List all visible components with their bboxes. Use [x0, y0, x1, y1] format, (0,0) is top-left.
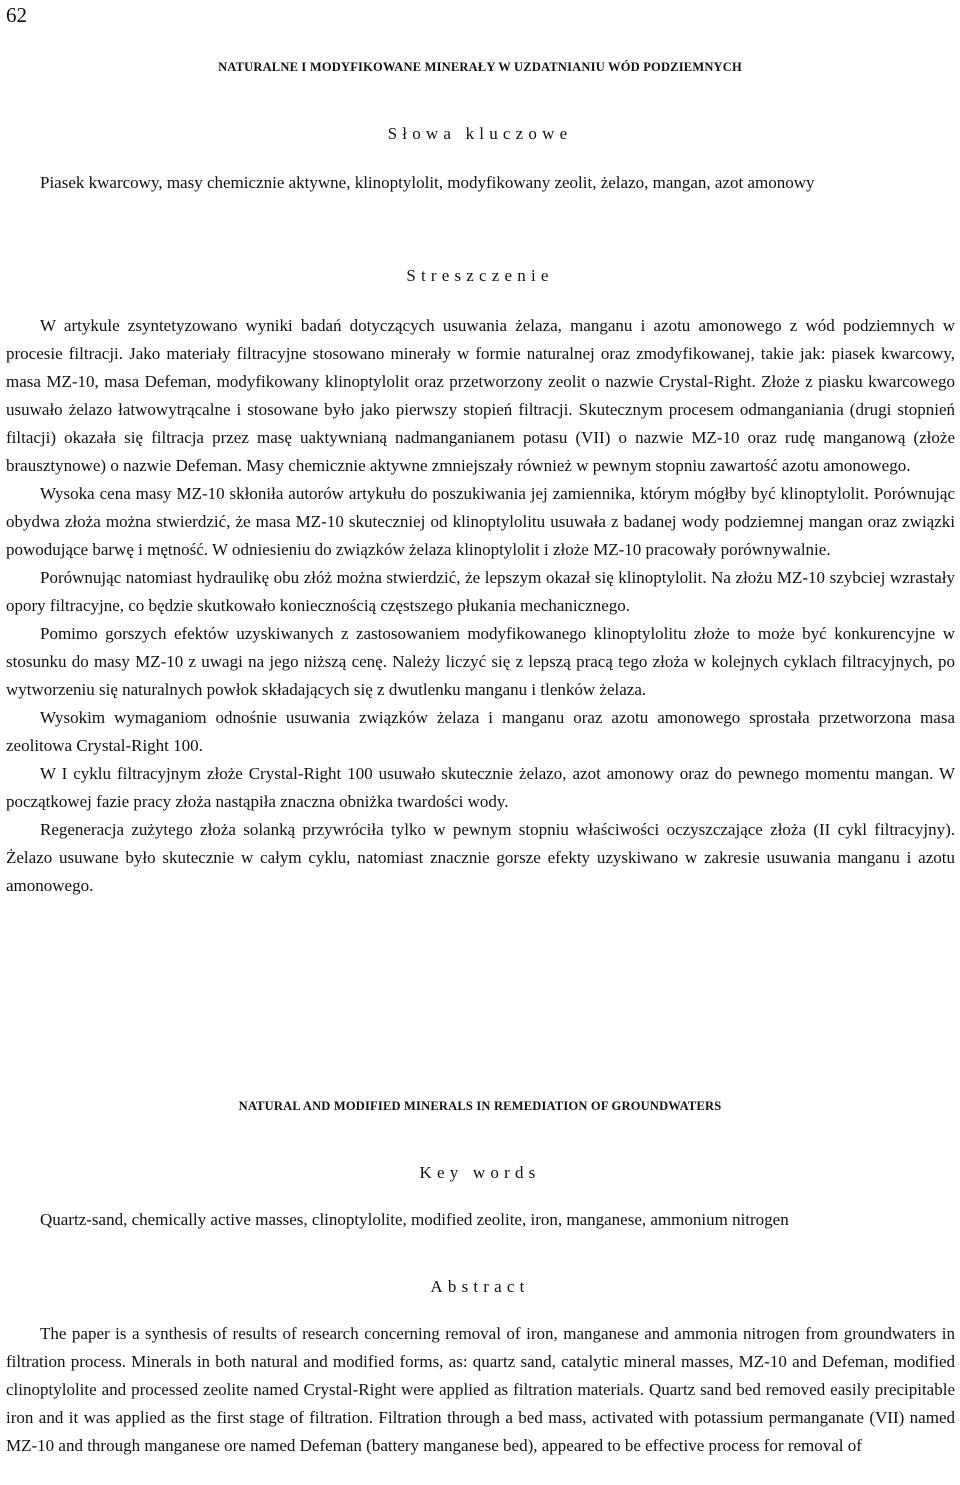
polish-paragraph: W I cyklu filtracyjnym złoże Crystal-Right 100 usuwało skutecznie żelazo, azot amonowy oraz do pewnego momentu mangan. W początkowej fazie pracy złoża nastąpiła znaczna obniżka twardości wody. — [6, 764, 955, 811]
polish-article-title: NATURALNE I MODYFIKOWANE MINERAŁY W UZDATNIANIU WÓD PODZIEMNYCH — [218, 60, 742, 74]
english-paragraph: The paper is a synthesis of results of research concerning removal of iron, manganese and ammonia nitrogen from groundwaters in filtration process. Minerals in both natural and modified forms, as: quartz sand, catalytic mineral masses, MZ-10 and Defeman, modified clinoptylolite and processed zeolite named Crystal-Right were applied as filtration materials. Quartz sand bed removed easily precipitable iron and it was applied as the first stage of filtration. Filtration through a bed mass, activated with potassium permanganate (VII) named MZ-10 and through manganese ore named Defeman (battery manganese bed), appeared to be effective process for removal of — [6, 1324, 955, 1455]
english-abstract-body — [6, 1320, 955, 1470]
polish-keywords-paragraph: Piasek kwarcowy, masy chemicznie aktywne, klinoptylolit, modyfikowany zeolit, żelazo, mangan, azot amonowy — [40, 173, 815, 192]
english-keywords-heading: Key words — [419, 1163, 541, 1182]
page-number: 62 — [6, 3, 27, 27]
polish-paragraph: Porównując natomiast hydraulikę obu złóż można stwierdzić, że lepszym okazał się klinoptylolit. Na złożu MZ-10 szybciej wzrastały opory filtracyjne, co będzie skutkowało koniecznością częstszego płukania mechanicznego. — [6, 568, 955, 615]
polish-paragraph: Wysoka cena masy MZ-10 skłoniła autorów artykułu do poszukiwania jej zamiennika, którym mógłby być klinoptylolit. Porównując obydwa złoża można stwierdzić, że masa MZ-10 skuteczniej od klinoptylolitu usuwała z badanej wody podziemnej mangan oraz związki powodujące barwę i mętność. W odniesieniu do związków żelaza klinoptylolit i złoże MZ-10 pracowały porównywalnie. — [6, 484, 955, 559]
polish-abstract-heading: Streszczenie — [406, 266, 554, 285]
polish-keywords-heading: Słowa kluczowe — [387, 124, 573, 143]
polish-abstract-body — [6, 312, 955, 900]
polish-paragraph: Pomimo gorszych efektów uzyskiwanych z zastosowaniem modyfikowanego klinoptylolitu złoże to może być konkurencyjne w stosunku do masy MZ-10 z uwagi na jego niższą cenę. Należy liczyć się z lepszą pracą tego złoża w kolejnych cyklach filtracyjnych, po wytworzeniu się naturalnych powłok składających się z dwutlenku manganu i tlenków żelaza. — [6, 624, 955, 699]
polish-paragraph: Wysokim wymaganiom odnośnie usuwania związków żelaza i manganu oraz azotu amonowego sprostała przetworzona masa zeolitowa Crystal-Right 100. — [6, 708, 955, 755]
english-article-title: NATURAL AND MODIFIED MINERALS IN REMEDIATION OF GROUNDWATERS — [238, 1099, 722, 1113]
polish-keywords-text — [6, 169, 955, 197]
polish-paragraph: Regeneracja zużytego złoża solanką przywróciła tylko w pewnym stopniu właściwości oczyszczające złoża (II cykl filtracyjny). Żelazo usuwane było skutecznie w całym cyklu, natomiast znacznie gorsze efekty uzyskiwano w zakresie usuwania manganu i azotu amonowego. — [6, 820, 955, 895]
english-keywords-text — [6, 1206, 955, 1234]
english-keywords-paragraph: Quartz-sand, chemically active masses, clinoptylolite, modified zeolite, iron, manganese, ammonium nitrogen — [40, 1210, 789, 1229]
polish-paragraph: W artykule zsyntetyzowano wyniki badań dotyczących usuwania żelaza, manganu i azotu amonowego z wód podziemnych w procesie filtracji. Jako materiały filtracyjne stosowano minerały w formie naturalnej oraz zmodyfikowanej, takie jak: piasek kwarcowy, masa MZ-10, masa Defeman, modyfikowany klinoptylolit oraz przetworzony zeolit o nazwie Crystal-Right. Złoże z piasku kwarcowego usuwało żelazo łatwowytrącalne i stosowane było jako pierwszy stopień filtracji. Skutecznym procesem odmanganiania (drugi stopnień filtacji) okazała się filtracja przez masę uaktywnianą nadmanganianem potasu (VII) o nazwie MZ-10 oraz rudę manganową (złoże brausztynowe) o nazwie Defeman. Masy chemicznie aktywne zmniejszały również w pewnym stopniu zawartość azotu amonowego. — [6, 316, 955, 475]
english-abstract-heading: Abstract — [430, 1277, 530, 1296]
